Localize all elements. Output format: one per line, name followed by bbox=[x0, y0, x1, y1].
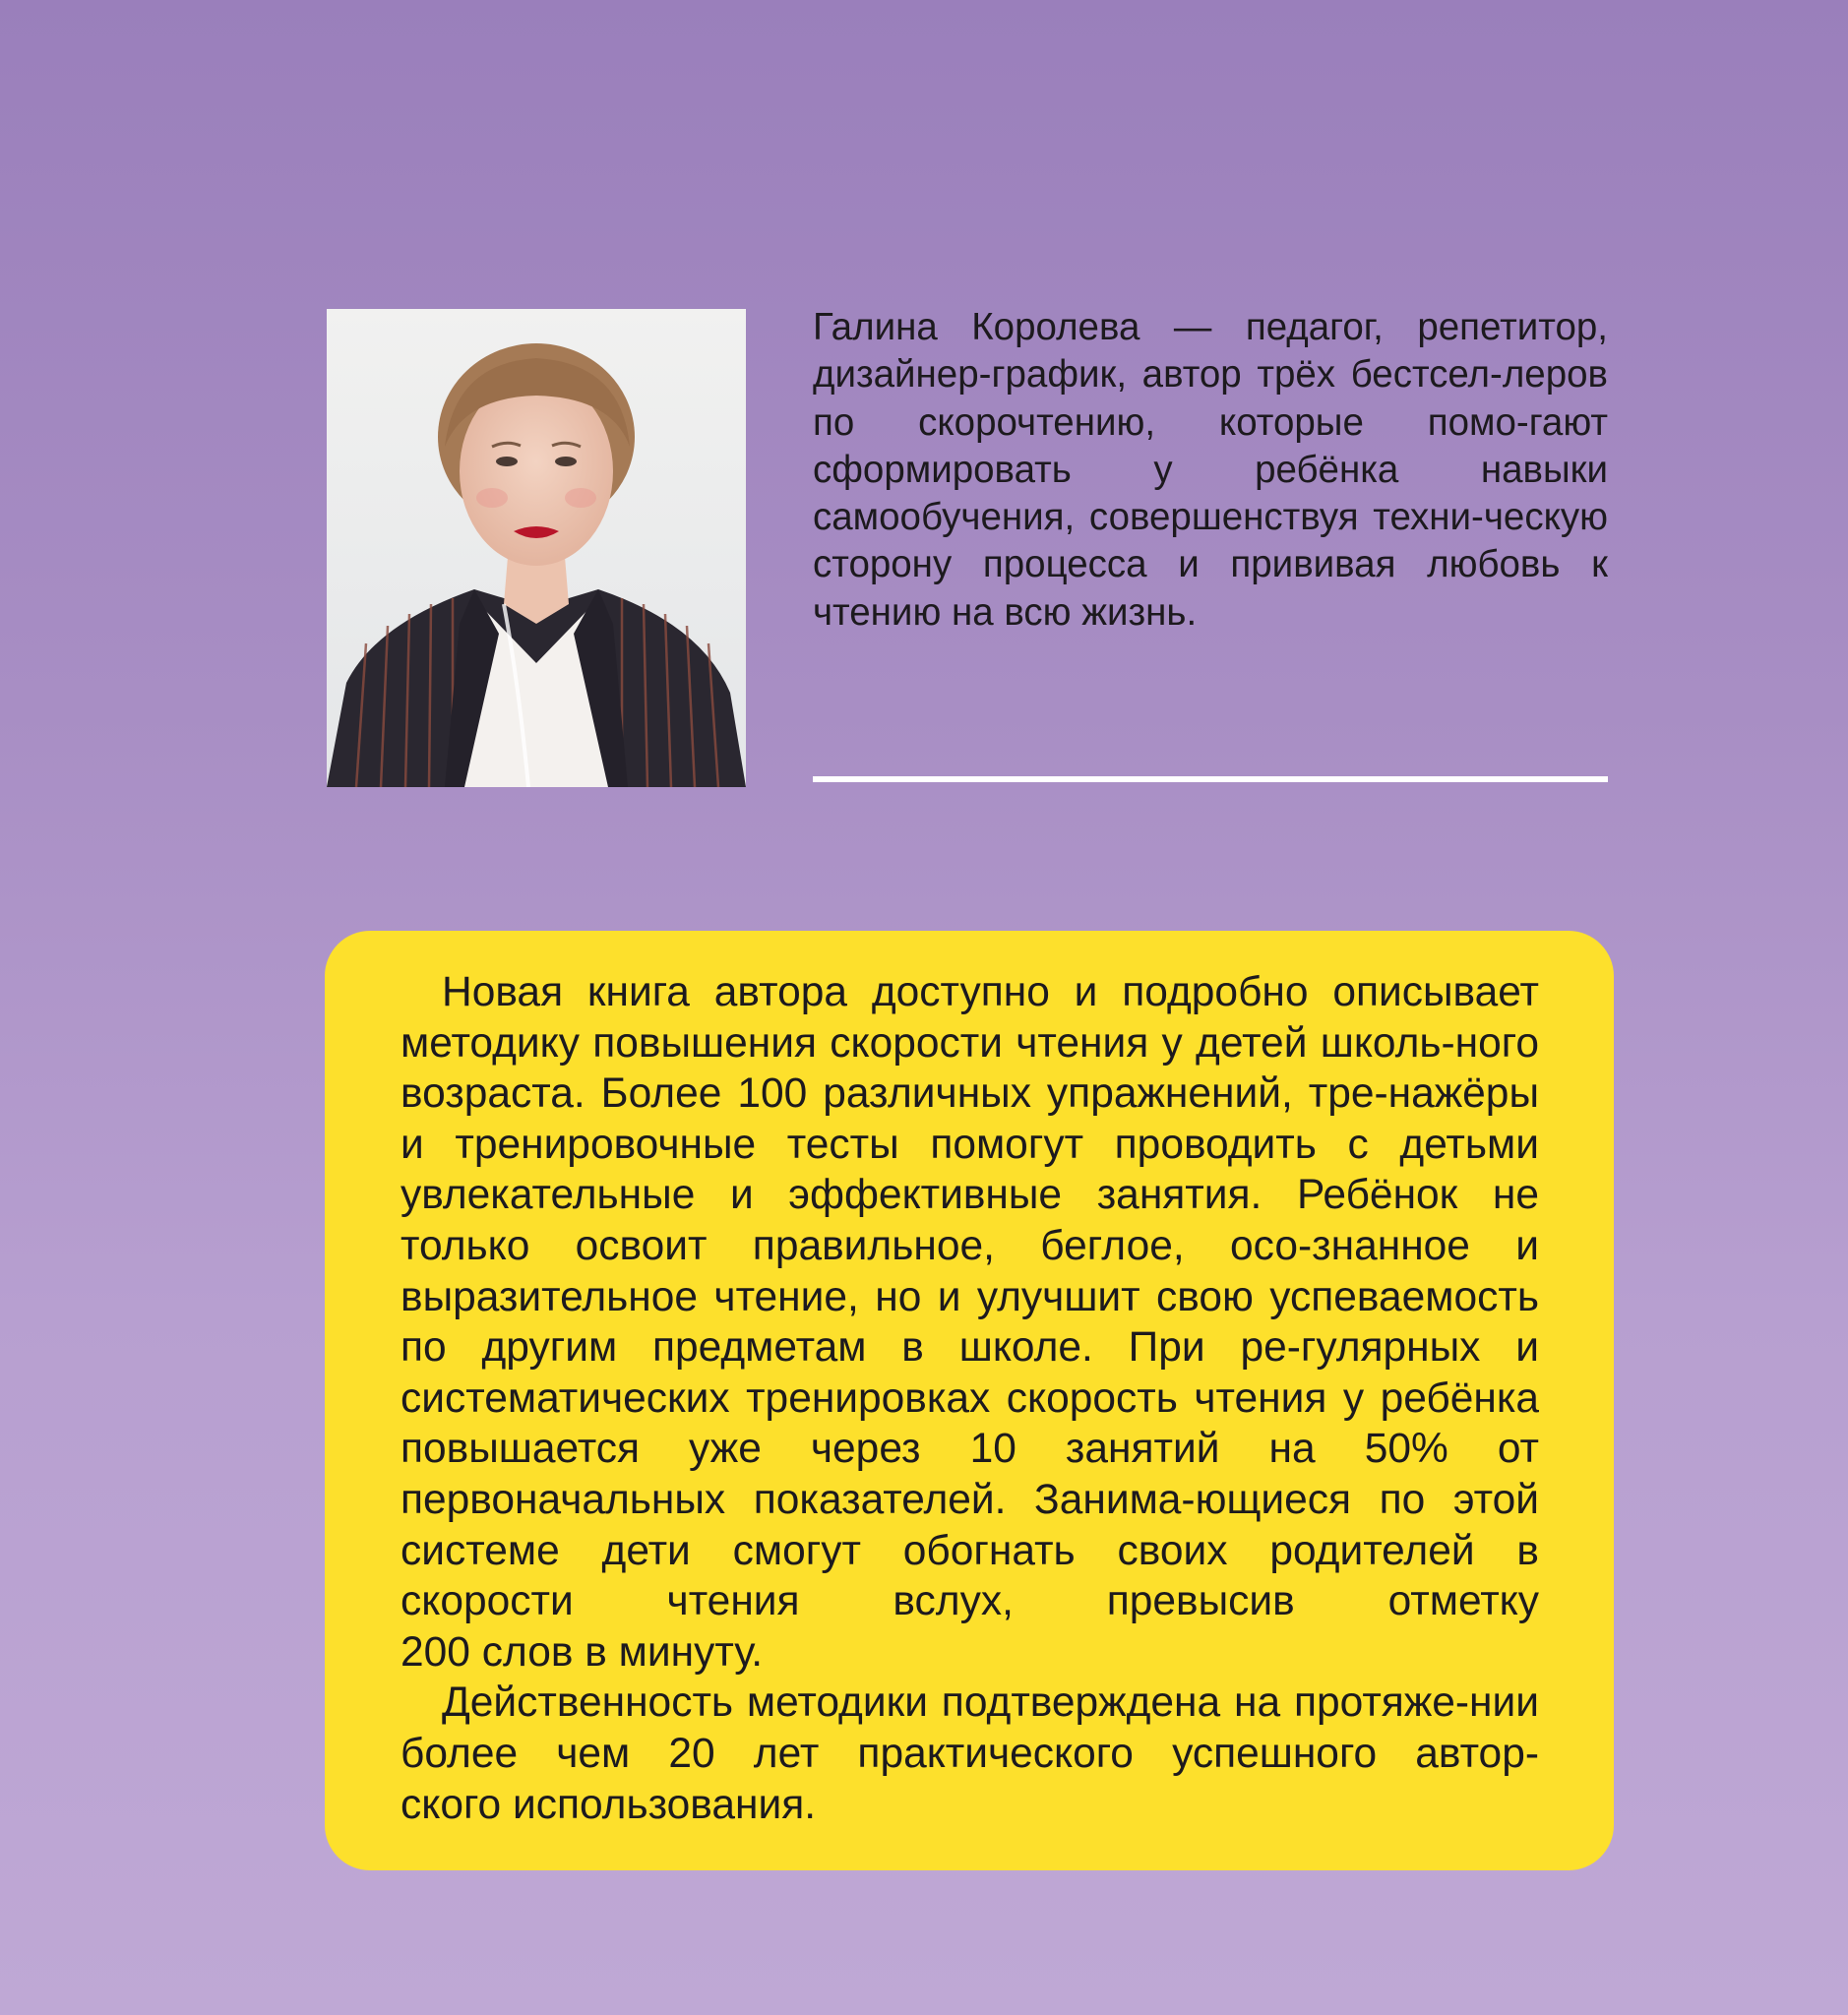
description-paragraph-2: Действенность методики подтверждена на протяже-нии более чем 20 лет практического успешного автор- bbox=[400, 1679, 1539, 1777]
author-photo bbox=[327, 309, 746, 787]
author-portrait-illustration bbox=[327, 309, 746, 787]
author-bio: Галина Королева — педагог, репетитор, дизайнер-график, автор трёх бестсел-леров по скорочтению, которые помо-гают сформировать у ребёнка навыки самообучения, совершенствуя техни-ческую сторону процесса и прививая любовь к чтению на всю жизнь. bbox=[813, 306, 1608, 634]
description-paragraph-1: Новая книга автора доступно и подробно описывает методику повышения скорости чтения у детей школь-ного возраста. Более 100 различных упражнений, тре-нажёры и тренировочные тесты помогут проводить с детьми увлекательные и эффективные занятия. Ребёнок не только освоит правильное, беглое, осо-знанное и выразительное чтение, но и улучшит свою успеваемость по другим предметам в школе. При ре-гулярных и систематических тренировках скорость чтения у ребёнка повышается уже через 10 занятий на 50% от первоначальных показателей. Занима-ющиеся по этой системе дети смогут обогнать своих родителей в скорости чтения вслух, превысив отметку bbox=[400, 969, 1539, 1625]
book-description bbox=[400, 967, 1539, 1830]
description-paragraph-1-end: 200 слов в минуту. bbox=[400, 1628, 764, 1676]
description-paragraph-2-end: ского использования. bbox=[400, 1781, 817, 1828]
divider-line bbox=[813, 776, 1608, 782]
